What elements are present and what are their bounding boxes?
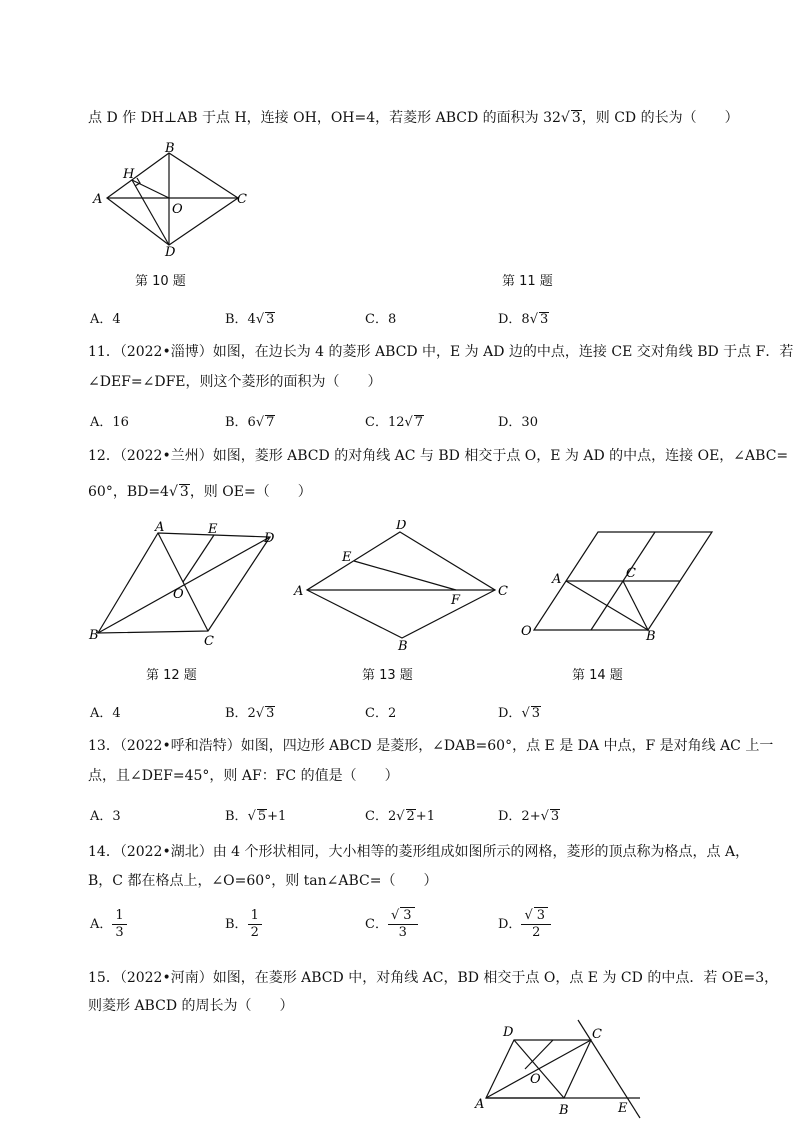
q14-option-d[interactable]: D． $\frac{√ 3}{2}$ (498, 908, 551, 941)
q11-option-a[interactable]: A．16 (90, 415, 129, 430)
q11-option-d[interactable]: D．30 (498, 415, 538, 430)
q12-option-a[interactable]: A．4 (90, 706, 121, 721)
caption-q14: 第 14 题 (572, 668, 623, 683)
q10-option-a[interactable]: A．4 (90, 312, 121, 327)
fig15-label-b: B (559, 1103, 569, 1118)
fig15-label-a: A (475, 1097, 485, 1112)
q11-option-c[interactable]: C．12√ 7 (365, 415, 424, 430)
q14-line1: 14．（2022•湖北）由 4 个形状相同，大小相等的菱形组成如图所示的网格，菱形的顶点称为格点，点 A， (88, 844, 750, 860)
fig15-label-d: D (503, 1025, 514, 1040)
caption-q11: 第 11 题 (502, 274, 553, 289)
fig14-label-o: O (521, 624, 532, 639)
q12-option-d[interactable]: D．√ 3 (498, 706, 541, 721)
figure-14 (518, 525, 728, 645)
q10-option-c[interactable]: C．8 (365, 312, 397, 327)
q13-option-c[interactable]: C．2√ 2+1 (365, 809, 435, 824)
q11-option-b[interactable]: B．6√ 7 (225, 415, 275, 430)
q13-line1: 13．（2022•呼和浩特）如图，四边形 ABCD 是菱形，∠DAB=60°，点 E 是 DA 中点，F 是对角线 AC 上一 (88, 738, 774, 754)
fig10-label-d: D (165, 245, 176, 260)
fig10-label-b: B (165, 141, 175, 156)
fig13-label-e: E (342, 550, 352, 565)
caption-q13: 第 13 题 (362, 668, 413, 683)
fig13-label-a: A (294, 584, 304, 599)
q15-line1: 15．（2022•河南）如图，在菱形 ABCD 中，对角线 AC，BD 相交于点 O，点 E 为 CD 的中点．若 OE=3， (88, 970, 779, 986)
fig13-label-d: D (396, 520, 407, 533)
fig10-label-a: A (93, 192, 103, 207)
q13-option-a[interactable]: A．3 (90, 809, 121, 824)
fig14-label-c: C (626, 566, 636, 581)
q11-line2: ∠DEF=∠DFE，则这个菱形的面积为（ ） (88, 374, 382, 390)
fig14-label-a: A (552, 572, 562, 587)
figure-12 (85, 518, 285, 653)
fig12-label-b: B (89, 628, 99, 643)
fig12-label-a: A (155, 520, 165, 535)
fig10-label-o: O (172, 202, 183, 217)
fig10-label-c: C (237, 192, 247, 207)
q12-option-b[interactable]: B．2√ 3 (225, 706, 275, 721)
q12-line2: 60°，BD=4√ 3，则 OE=（ ） (88, 484, 312, 500)
q13-option-b[interactable]: B．√ 5+1 (225, 809, 287, 824)
q13-line2: 点，且∠DEF=45°，则 AF：FC 的值是（ ） (88, 768, 399, 784)
q12-option-c[interactable]: C．2 (365, 706, 397, 721)
fig10-label-h: H (123, 167, 135, 182)
caption-q10: 第 10 题 (135, 274, 186, 289)
fig12-label-d: D (264, 531, 275, 546)
caption-q12: 第 12 题 (146, 668, 197, 683)
q15-line2: 则菱形 ABCD 的周长为（ ） (88, 998, 294, 1014)
fig12-label-o: O (173, 587, 184, 602)
fig15-label-c: C (592, 1027, 602, 1042)
q11-line1: 11．（2022•淄博）如图，在边长为 4 的菱形 ABCD 中，E 为 AD 边的中点，连接 CE 交对角线 BD 于点 F．若 (88, 344, 794, 360)
fig15-label-o: O (530, 1072, 541, 1087)
figure-13 (290, 520, 515, 650)
q14-option-a[interactable]: A． $\frac{1}{3}$ (90, 908, 127, 941)
q14-option-c[interactable]: C． $\frac{√ 3}{3}$ (365, 908, 418, 941)
q10-continuation: 点 D 作 DH⊥AB 于点 H，连接 OH，OH=4，若菱形 ABCD 的面积为 32√ 3，则 CD 的长为（ ） (88, 110, 739, 126)
fig15-label-e: E (618, 1101, 628, 1116)
fig13-label-f: F (451, 593, 461, 608)
figure-10 (85, 140, 255, 260)
q10-option-b[interactable]: B．4√ 3 (225, 312, 275, 327)
q14-line2: B，C 都在格点上，∠O=60°，则 tan∠ABC=（ ） (88, 873, 438, 889)
q14-option-b[interactable]: B． $\frac{1}{2}$ (225, 908, 262, 941)
fig13-label-c: C (498, 584, 508, 599)
q13-option-d[interactable]: D．2+√ 3 (498, 809, 560, 824)
fig14-label-b: B (646, 629, 656, 644)
fig13-label-b: B (398, 639, 408, 650)
figure-15 (470, 1018, 660, 1123)
q12-line1: 12．（2022•兰州）如图，菱形 ABCD 的对角线 AC 与 BD 相交于点 O，E 为 AD 的中点，连接 OE，∠ABC= (88, 448, 789, 464)
q10-option-d[interactable]: D．8√ 3 (498, 312, 549, 327)
fig12-label-c: C (204, 634, 214, 649)
fig12-label-e: E (208, 522, 218, 537)
